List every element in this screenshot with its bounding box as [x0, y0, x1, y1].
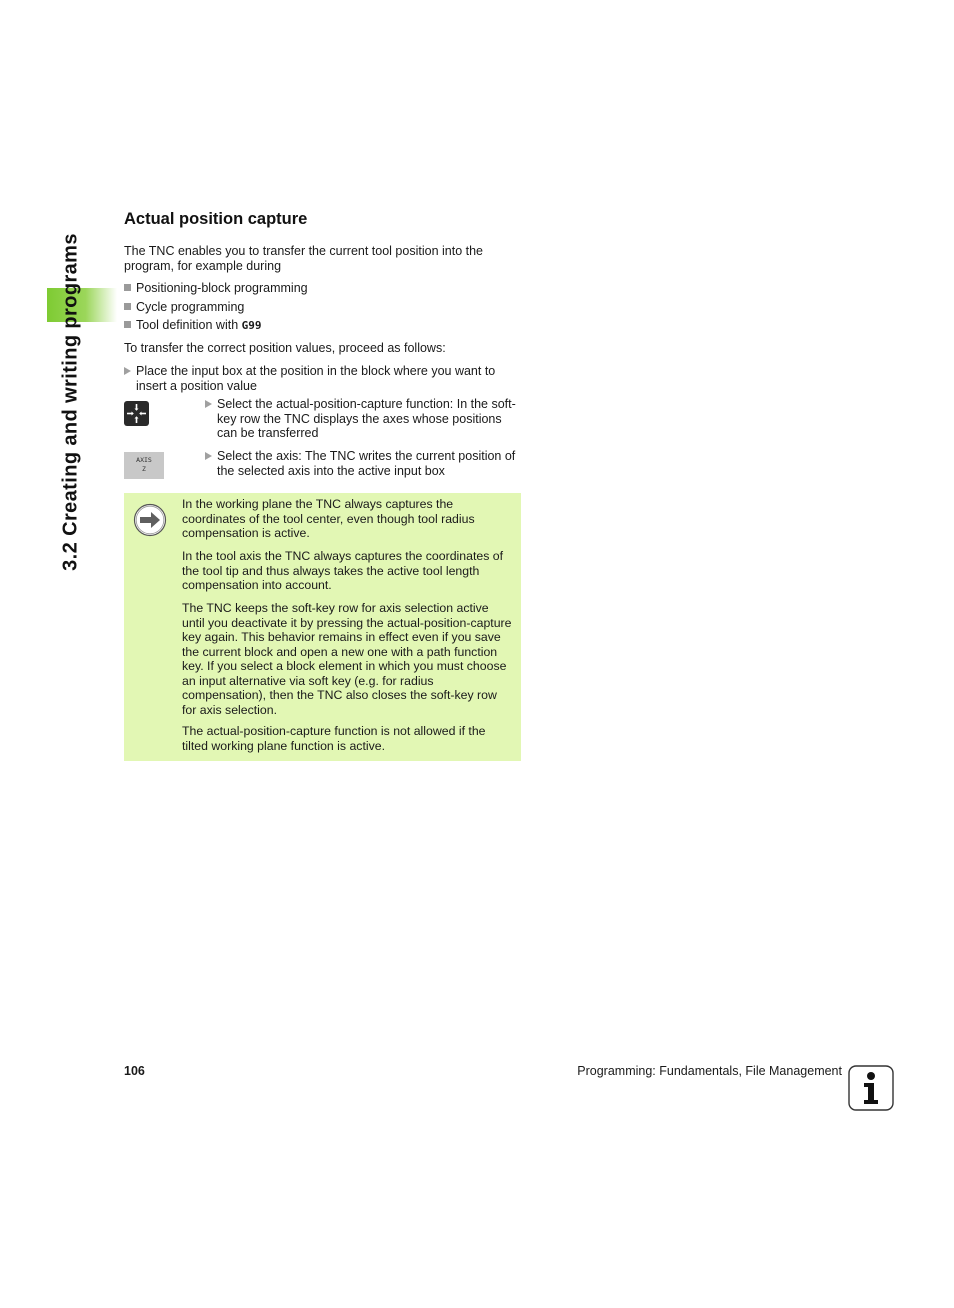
note-box — [124, 493, 521, 761]
step-text: Place the input box at the position in the block where you want to insert a position value — [136, 364, 496, 393]
footer-title: Programming: Fundamentals, File Management — [577, 1064, 842, 1078]
intro-paragraph: The TNC enables you to transfer the current tool position into the program, for example during — [124, 244, 483, 273]
square-bullet-icon — [124, 321, 131, 328]
step-item — [205, 397, 525, 441]
note-paragraph: In the tool axis the TNC always captures the coordinates of the tool tip and thus always takes the active tool length compensation into account. — [182, 549, 504, 592]
note-paragraph: The TNC keeps the soft-key row for axis selection active until you deactivate it by pressing the actual-position-capture key again. This behavior remains in effect even if you save the current block and open a new one with a path function key. If you select a block element in which you must choose an input alternative via soft key (e.g. for radius compensation), then the TNC also closes the soft-key row for axis selection. — [182, 601, 512, 717]
actual-position-capture-key-icon[interactable] — [124, 401, 149, 426]
bullet-code: G99 — [241, 319, 262, 332]
step-text: Select the actual-position-capture function: In the soft-key row the TNC displays the axes whose positions can be transferred — [217, 397, 516, 441]
note-paragraph: In the working plane the TNC always captures the coordinates of the tool center, even though tool radius compensation is active. — [182, 497, 475, 540]
bullet-item — [124, 318, 262, 334]
step-item — [124, 364, 524, 393]
triangle-bullet-icon — [124, 367, 131, 375]
info-icon — [848, 1065, 894, 1111]
step-text: Select the axis: The TNC writes the current position of the selected axis into the active input box — [217, 449, 516, 478]
square-bullet-icon — [124, 284, 131, 291]
square-bullet-icon — [124, 303, 131, 310]
triangle-bullet-icon — [205, 452, 212, 460]
bullet-item — [124, 281, 308, 296]
chapter-title-text: 3.2 Creating and writing programs — [59, 233, 82, 571]
softkey-label-line1: AXIS — [136, 456, 152, 464]
bullet-text: Tool definition with — [136, 318, 242, 332]
bullet-item — [124, 300, 244, 315]
axis-z-softkey[interactable] — [124, 452, 164, 479]
page-number: 106 — [124, 1064, 145, 1078]
section-heading: Actual position capture — [124, 210, 308, 228]
triangle-bullet-icon — [205, 400, 212, 408]
bullet-text: Positioning-block programming — [136, 281, 308, 295]
arrow-right-icon — [133, 503, 167, 537]
softkey-label-line2: Z — [142, 465, 146, 473]
step-item — [205, 449, 525, 478]
note-paragraph: The actual-position-capture function is not allowed if the tilted working plane function is active. — [182, 724, 486, 753]
bullet-text: Cycle programming — [136, 300, 245, 314]
transfer-intro: To transfer the correct position values, proceed as follows: — [124, 341, 446, 355]
